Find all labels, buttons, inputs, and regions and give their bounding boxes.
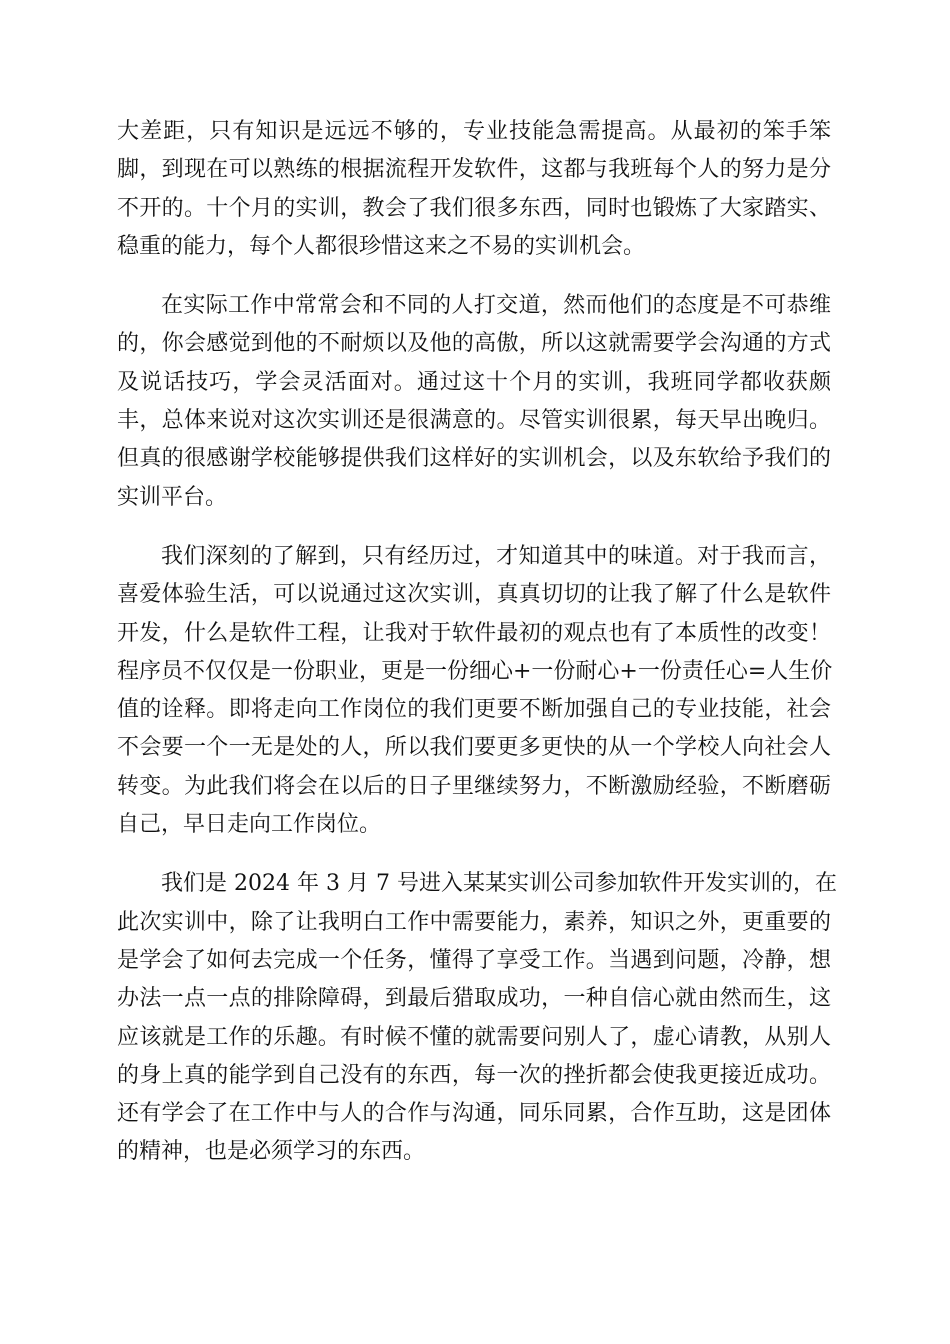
paragraph — [117, 538, 831, 844]
text-line: 我们是 2024 年 3 月 7 号进入某某实训公司参加软件开发实训的，在 — [161, 871, 837, 897]
text-line: 脚，到现在可以熟练的根据流程开发软件，这都与我班每个人的努力是分 — [117, 157, 831, 183]
text-line: 办法一点一点的排除障碍，到最后猎取成功，一种自信心就由然而生，这 — [117, 986, 831, 1012]
text-line: 还有学会了在工作中与人的合作与沟通，同乐同累，合作互助，这是团体 — [117, 1101, 831, 1127]
text-line: 自己，早日走向工作岗位。 — [117, 812, 382, 838]
text-line: 但真的很感谢学校能够提供我们这样好的实训机会，以及东软给予我们的 — [117, 446, 831, 472]
text-line: 的精神，也是必须学习的东西。 — [117, 1139, 426, 1165]
text-line: 我们深刻的了解到，只有经历过，才知道其中的味道。对于我而言， — [161, 543, 831, 569]
paragraph — [117, 287, 831, 517]
text-line: 在实际工作中常常会和不同的人打交道，然而他们的态度是不可恭维 — [161, 293, 831, 319]
text-line: 转变。为此我们将会在以后的日子里继续努力，不断激励经验，不断磨砺 — [117, 773, 831, 799]
text-line: 不开的。十个月的实训，教会了我们很多东西，同时也锻炼了大家踏实、 — [117, 195, 831, 221]
text-line: 的，你会感觉到他的不耐烦以及他的高傲，所以这就需要学会沟通的方式 — [117, 331, 831, 357]
text-line: 开发，什么是软件工程，让我对于软件最初的观点也有了本质性的改变！ — [117, 620, 831, 646]
paragraph — [117, 113, 831, 266]
text-line: 喜爱体验生活，可以说通过这次实训，真真切切的让我了解了什么是软件 — [117, 582, 831, 608]
text-line: 实训平台。 — [117, 484, 228, 510]
text-line: 应该就是工作的乐趣。有时候不懂的就需要问别人了，虚心请教，从别人 — [117, 1024, 831, 1050]
text-line: 此次实训中，除了让我明白工作中需要能力，素养，知识之外，更重要的 — [117, 909, 831, 935]
text-line: 是学会了如何去完成一个任务，懂得了享受工作。当遇到问题，冷静，想 — [117, 947, 831, 973]
text-line: 及说话技巧，学会灵活面对。通过这十个月的实训，我班同学都收获颇 — [117, 369, 831, 395]
text-line: 不会要一个一无是处的人，所以我们要更多更快的从一个学校人向社会人 — [117, 735, 831, 761]
text-line: 程序员不仅仅是一份职业，更是一份细心+一份耐心+一份责任心=人生价 — [117, 658, 833, 684]
text-line: 的身上真的能学到自己没有的东西，每一次的挫折都会使我更接近成功。 — [117, 1062, 831, 1088]
text-line: 稳重的能力，每个人都很珍惜这来之不易的实训机会。 — [117, 233, 646, 259]
text-line: 大差距，只有知识是远远不够的，专业技能急需提高。从最初的笨手笨 — [117, 119, 831, 144]
text-line: 丰，总体来说对这次实训还是很满意的。尽管实训很累，每天早出晚归。 — [117, 408, 831, 434]
document-body — [117, 113, 837, 1193]
paragraph — [117, 865, 837, 1171]
text-line: 值的诠释。即将走向工作岗位的我们更要不断加强自己的专业技能，社会 — [117, 697, 831, 723]
